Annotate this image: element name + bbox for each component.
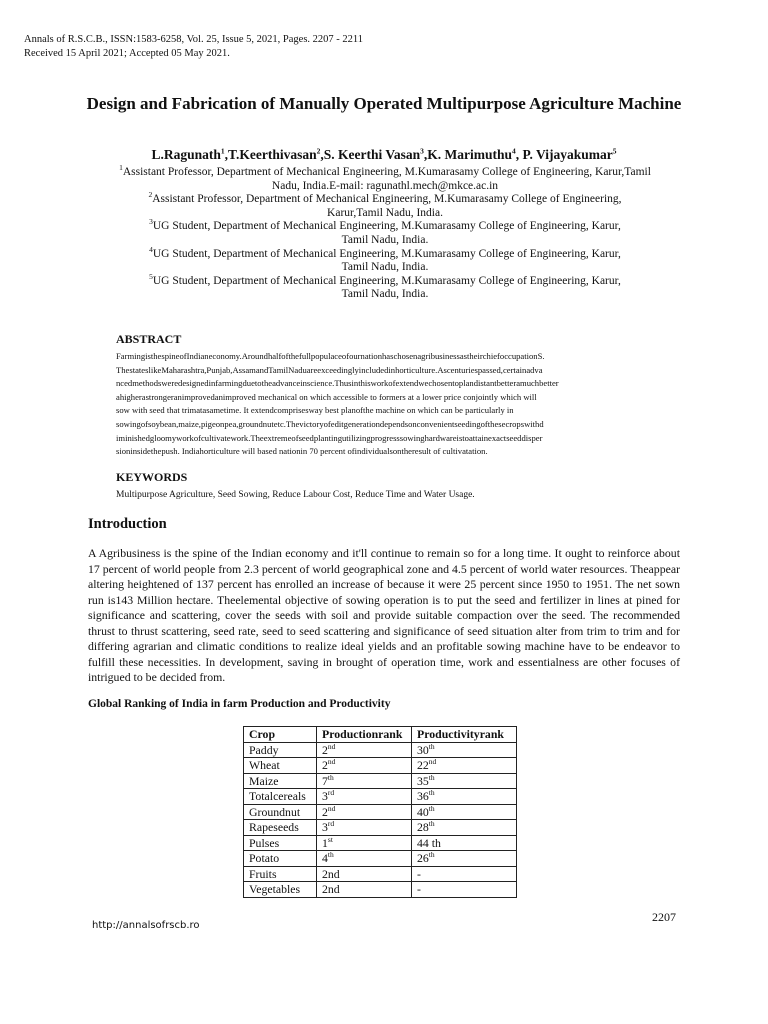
keywords-text: Multipurpose Agriculture, Seed Sowing, Reduce Labour Cost, Reduce Time and Water Usage.	[116, 490, 475, 500]
received-accepted-dates: Received 15 April 2021; Accepted 05 May 2021.	[24, 48, 230, 59]
affiliation-superscript: 4	[149, 244, 153, 254]
affiliation-superscript: 3	[149, 217, 153, 227]
cell-ordinal-suffix: nd	[327, 757, 336, 767]
ranking-table	[243, 726, 517, 898]
table-row	[244, 835, 517, 851]
table-cell	[317, 773, 412, 789]
cell-value: 1	[322, 835, 328, 850]
table-cell	[244, 851, 317, 867]
cell-ordinal-suffix: nd	[327, 741, 336, 751]
table-cell	[244, 882, 317, 898]
cell-value: 22	[417, 758, 429, 772]
cell-value: -	[417, 882, 421, 896]
cell-ordinal-suffix: th	[327, 850, 334, 860]
affiliation-line: Karur,Tamil Nadu, India.	[327, 206, 443, 219]
table-cell	[412, 882, 517, 898]
table-cell	[412, 773, 517, 789]
table-cell	[412, 851, 517, 867]
cell-value: -	[417, 866, 421, 881]
cell-value: 2nd	[322, 866, 340, 881]
cell-value: Totalcereals	[249, 789, 306, 803]
abstract-line: ncedmethodsweredesignedinfarmingduetotheadvanceinscience.Thusinthisworkofextendwechosentoplandistantbetteramuchbetter	[116, 378, 559, 389]
affiliation	[86, 217, 684, 247]
author-separator: ,	[515, 147, 523, 162]
author-superscript: 5	[612, 146, 617, 156]
cell-value: Groundnut	[249, 804, 301, 819]
cell-ordinal-suffix: th	[428, 772, 435, 782]
introduction-heading: Introduction	[88, 516, 167, 532]
table-cell	[244, 820, 317, 836]
table-cell	[244, 835, 317, 851]
cell-value: 35	[417, 773, 429, 788]
table-cell	[317, 882, 412, 898]
table-cell	[412, 758, 517, 774]
affiliation-superscript: 5	[149, 271, 153, 281]
cell-value: 30	[417, 742, 429, 757]
author-superscript: 1	[220, 146, 225, 156]
cell-value: 26	[417, 851, 429, 865]
affiliation	[86, 163, 684, 193]
author-separator: ,	[224, 147, 228, 162]
table-row	[244, 742, 517, 758]
author-name: S. Keerthi Vasan	[323, 147, 421, 162]
author-list	[40, 147, 728, 163]
cell-value: Paddy	[249, 742, 279, 757]
cell-value: Rapeseeds	[249, 820, 299, 834]
table-row	[244, 820, 517, 836]
cell-value: Fruits	[249, 866, 277, 881]
table-row	[244, 866, 517, 882]
affiliation-superscript: 1	[119, 163, 123, 173]
cell-value: 2	[322, 742, 328, 757]
introduction-paragraph: A Agribusiness is the spine of the Indian economy and it'll continue to remain so for a long time. It ought to reinforce about 17 percent of world people from 2.3 percent of world geographical zone and 4.5 percent of world water resources. Theappear altering heightened of 137 percent has enrolled an increase of because it were 25 percent since 1950 to 1951. The net sown run is143 Million hectare. Theelemental objective of sowing operation is to put the seed and fertilizer in lines at pined for significance and scattering, cover the seeds with soil and provide suitable compaction over the seed. The recommended thrust to thrust scattering, seed rate, seed to seed scattering and significance of seed situation alter from trim to trim and for differing agrarian and climatic conditions to realize ideal yields and an profitable sowing machine have to be endeavor to fulfill these necessities. In development, saving in brought of operation time, work and essentialness are other focuses of intrigued to be decided from.	[88, 546, 680, 684]
table-header-row	[244, 727, 517, 743]
abstract-line: ahigherastrongeranimprovedanimproved mechanical on which accessible to formers at a lower price conjointly which will	[116, 391, 537, 402]
affiliation	[86, 271, 684, 302]
table-cell	[317, 820, 412, 836]
author-name: T.Keerthivasan	[227, 147, 317, 162]
table-row	[244, 758, 517, 774]
cell-ordinal-suffix: nd	[428, 757, 437, 767]
affiliation	[86, 190, 684, 220]
affiliation-list	[86, 163, 684, 302]
affiliation-line: UG Student, Department of Mechanical Engineering, M.Kumarasamy College of Engineering, Karur,	[152, 220, 621, 233]
abstract-body	[116, 350, 678, 459]
cell-ordinal-suffix: nd	[327, 803, 336, 813]
abstract-heading: ABSTRACT	[116, 332, 182, 346]
table-cell	[412, 820, 517, 836]
author-separator: ,	[423, 147, 428, 162]
author-name: L.Ragunath	[151, 147, 221, 162]
cell-value: 40	[417, 804, 429, 819]
cell-ordinal-suffix: th	[428, 803, 435, 813]
cell-ordinal-suffix: th	[428, 850, 435, 860]
affiliation-line: Tamil Nadu, India.	[341, 288, 429, 301]
journal-citation: Annals of R.S.C.B., ISSN:1583-6258, Vol. 25, Issue 5, 2021, Pages. 2207 - 2211	[24, 34, 364, 45]
table-row	[244, 804, 517, 820]
table-cell	[317, 758, 412, 774]
author-superscript: 4	[512, 146, 516, 156]
cell-value: 2	[322, 804, 328, 819]
author-name: P. Vijayakumar	[522, 147, 613, 162]
journal-header	[24, 33, 363, 61]
cell-value: 4	[322, 851, 328, 865]
cell-value: Maize	[249, 773, 279, 788]
table-cell	[412, 804, 517, 820]
table-cell	[244, 742, 317, 758]
affiliation	[86, 244, 684, 275]
abstract-line: FarmingisthespineofIndianeconomy.AroundhalfofthefullpopulaceofournationhaschosenagribusinessastheirchiefoccupationS.	[116, 351, 545, 361]
table-row	[244, 851, 517, 867]
abstract-line: iminishedgloomyworkofcultivatework.Theextremeofseedplantingutilizingprogresssowinghardwareistoattainexactseeddisper	[116, 432, 543, 443]
abstract-line: ThestateslikeMaharashtra,Punjab,AssamandTamilNaduareexceedinglyincludedinhorticulture.Ascenturiespassed,certainadva	[116, 364, 543, 375]
cell-value: 3	[322, 789, 328, 803]
cell-value: 44 th	[417, 835, 441, 850]
keywords-heading: KEYWORDS	[116, 470, 188, 484]
cell-ordinal-suffix: rd	[327, 788, 335, 798]
column-header: Crop	[244, 727, 317, 743]
affiliation-line: Tamil Nadu, India.	[341, 261, 429, 274]
footer-url: http://annalsofrscb.ro	[92, 920, 200, 931]
cell-value: 2nd	[322, 882, 340, 896]
author-separator: ,	[320, 147, 324, 162]
column-header: Productivityrank	[412, 727, 517, 743]
author-superscript: 3	[420, 146, 424, 156]
author-superscript: 2	[316, 146, 321, 156]
cell-value: 2	[322, 758, 328, 772]
cell-ordinal-suffix: th	[428, 788, 435, 798]
abstract-line: sowingofsoybean,maize,pigeonpea,groundnutetc.Thevictoryofeditgenerationdependsonconvenientseedingofthesecropswithd	[116, 418, 544, 429]
table-cell	[317, 742, 412, 758]
table-row	[244, 773, 517, 789]
table-cell	[317, 851, 412, 867]
cell-value: Wheat	[249, 758, 280, 772]
table-row	[244, 789, 517, 805]
cell-value: Pulses	[249, 835, 280, 850]
cell-ordinal-suffix: st	[327, 834, 333, 844]
page-number: 2207	[652, 910, 676, 924]
table-cell	[412, 835, 517, 851]
table-cell	[412, 866, 517, 882]
affiliation-line: Nadu, India.E-mail: ragunathl.mech@mkce.ac.in	[271, 179, 499, 192]
author-name: K. Marimuthu	[427, 147, 513, 162]
cell-value: Potato	[249, 851, 280, 865]
affiliation-line: Tamil Nadu, India.	[341, 233, 429, 246]
affiliation-superscript: 2	[148, 190, 153, 200]
cell-ordinal-suffix: rd	[327, 819, 335, 829]
table-cell	[412, 789, 517, 805]
table-cell	[244, 773, 317, 789]
cell-ordinal-suffix: th	[428, 819, 435, 829]
cell-value: 3	[322, 820, 328, 834]
table-cell	[244, 789, 317, 805]
column-header: Productionrank	[317, 727, 412, 743]
table-cell	[317, 804, 412, 820]
cell-value: 7	[322, 773, 328, 788]
table-cell	[317, 835, 412, 851]
affiliation-line: Assistant Professor, Department of Mechanical Engineering, M.Kumarasamy College of Engineering, Karur,Tamil	[122, 166, 651, 178]
paper-title: Design and Fabrication of Manually Operated Multipurpose Agriculture Machine	[86, 94, 682, 113]
table-cell	[244, 866, 317, 882]
table-row	[244, 882, 517, 898]
affiliation-line: Assistant Professor, Department of Mechanical Engineering, M.Kumarasamy College of Engineering,	[152, 193, 622, 206]
cell-value: 36	[417, 789, 429, 803]
cell-ordinal-suffix: th	[428, 741, 435, 751]
abstract-line: sioninsidethepush. Indiahorticulture will based nationin 70 percent ofindividualsontheresult of cultivatation.	[116, 446, 488, 457]
cell-value: Vegetables	[249, 882, 301, 896]
affiliation-line: UG Student, Department of Mechanical Engineering, M.Kumarasamy College of Engineering, Karur,	[152, 247, 621, 260]
table-cell	[412, 742, 517, 758]
table-cell	[317, 789, 412, 805]
cell-value: 28	[417, 820, 429, 834]
cell-ordinal-suffix: th	[327, 772, 334, 782]
table-cell	[244, 804, 317, 820]
abstract-line: sow with seed that trimatasametime. It extendcomprisesway best planofthe machine on which can be particularly in	[116, 405, 514, 416]
table-caption: Global Ranking of India in farm Production and Productivity	[88, 698, 391, 710]
affiliation-line: UG Student, Department of Mechanical Engineering, M.Kumarasamy College of Engineering, Karur,	[152, 274, 621, 287]
table-cell	[317, 866, 412, 882]
table-cell	[244, 758, 317, 774]
